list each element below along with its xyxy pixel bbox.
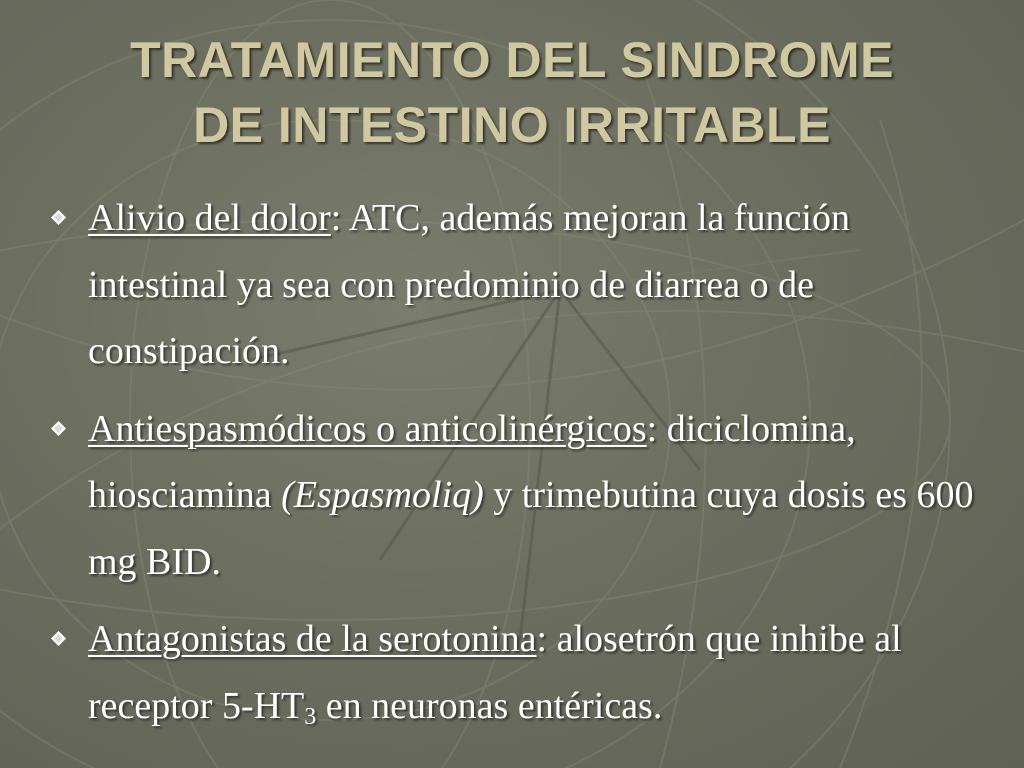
bullet-text: : alosetrón que inhibe al receptor 5-HT <box>88 618 902 727</box>
bullet-text: : ATC, además mejoran la función intestinal ya sea con predominio de diarrea o de constipación. <box>88 197 850 372</box>
brand-name: (Espasmoliq) <box>281 474 484 516</box>
slide-title <box>40 28 984 158</box>
bullet-text: y trimebutina cuya dosis es 600 mg BID. <box>88 474 974 583</box>
bullet-item-serotonin-antagonists <box>42 606 982 739</box>
bullet-term: Alivio del dolor <box>88 197 331 239</box>
diamond-bullet-icon <box>51 631 66 646</box>
subscript: 3 <box>304 703 317 730</box>
diamond-bullet-icon <box>51 210 66 225</box>
bullet-item-antispasmodics <box>42 396 982 596</box>
bullet-list <box>42 185 982 750</box>
bullet-term: Antagonistas de la serotonina <box>88 618 537 660</box>
diamond-bullet-icon <box>51 421 66 436</box>
bullet-text: : diciclomina, hiosciamina <box>88 407 856 516</box>
bullet-term: Antiespasmódicos o anticolinérgicos <box>88 407 647 450</box>
bullet-text: en neuronas entéricas. <box>316 684 663 727</box>
bullet-item-pain-relief <box>42 185 982 385</box>
slide-title-line-2: DE INTESTINO IRRITABLE <box>193 97 831 153</box>
slide-title-line-1: TRATAMIENTO DEL SINDROME <box>130 32 894 88</box>
